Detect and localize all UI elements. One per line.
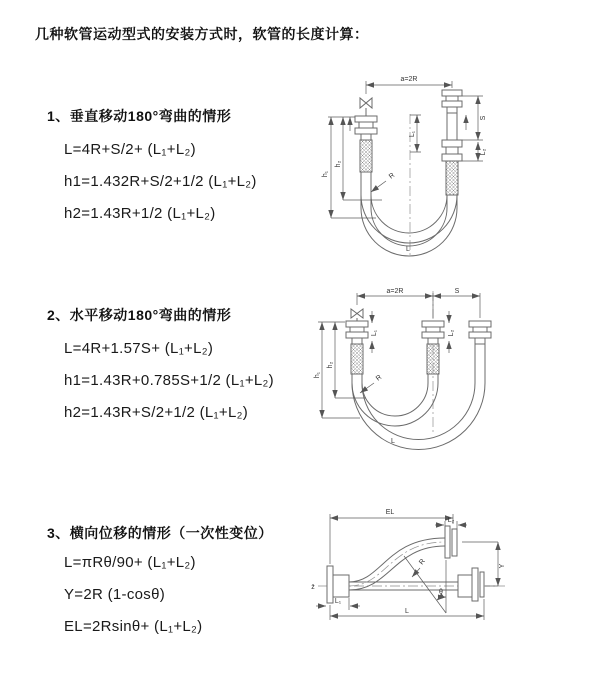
dim-label-a2r: a=2R (400, 76, 418, 83)
valve-icon (351, 309, 363, 321)
section-2 (47, 305, 274, 422)
dim-label-s: S (480, 115, 487, 121)
formula-length: L=πRθ/90+ (L₁+L₂) (64, 554, 196, 571)
dim-label-el: EL (385, 509, 395, 516)
middle-flange-fitting (422, 321, 444, 374)
dim-label-l2: L₂ (447, 517, 455, 524)
dim-a2r (357, 288, 480, 318)
section-1-formulas (47, 141, 257, 223)
dim-label-s: S (454, 288, 460, 295)
diagram-vertical-180-bend (310, 68, 600, 263)
left-flange-fitting (355, 116, 377, 172)
section-3-formulas (47, 554, 273, 636)
dim-l1 (316, 598, 360, 610)
dim-label-a2r: a=2R (386, 288, 404, 295)
diagram-lateral-displacement (300, 498, 600, 653)
radius-callout (412, 558, 427, 577)
braid-section (427, 344, 439, 374)
braid-section (360, 140, 372, 172)
page-title: 几种软管运动型式的安装方式时，软管的长度计算： (35, 26, 369, 42)
right-flange (458, 568, 484, 601)
braid-section (446, 161, 458, 195)
formula-length: L=4R+S/2+ (L₁+L₂) (64, 141, 196, 158)
formula-h2: h2=1.43R+1/2 (L₁+L₂) (64, 205, 216, 222)
radius-callout (360, 374, 383, 393)
dim-label-h2: h₂ (327, 361, 334, 369)
braid-section (351, 344, 363, 374)
dim-label-y: Y (499, 563, 506, 569)
length-label: L (391, 438, 395, 445)
formula-h2: h2=1.43R+S/2+1/2 (L₁+L₂) (64, 404, 249, 421)
valve-icon (360, 98, 372, 116)
dim-a2r (366, 76, 452, 94)
dim-l1 (409, 115, 421, 152)
radius-callout (371, 172, 396, 192)
formula-el: EL=2Rsinθ+ (L₁+L₂) (64, 618, 203, 635)
section-2-formulas (47, 340, 274, 422)
length-label: L (406, 246, 410, 253)
dim-label-h2: h₂ (335, 160, 342, 168)
dim-label-l1: L₁ (371, 329, 378, 337)
section-2-heading: 2、水平移动180°弯曲的情形 (47, 307, 232, 323)
dim-el (330, 509, 453, 567)
dim-l2 (448, 311, 455, 353)
formula-h1: h1=1.432R+S/2+1/2 (L₁+L₂) (64, 173, 257, 190)
dim-label-h1: h₁ (314, 371, 321, 379)
formula-length: L=4R+1.57S+ (L₁+L₂) (64, 340, 214, 357)
dim-label-h1: h₁ (322, 170, 329, 178)
section-3 (47, 523, 273, 636)
angle-label: θ (439, 589, 443, 596)
hose-u-loops (361, 172, 457, 256)
dim-label-l2: L₂ (448, 329, 455, 337)
dim-l2 (462, 142, 487, 161)
dim-s (433, 288, 480, 296)
formula-y: Y=2R (1-cosθ) (64, 586, 166, 603)
hose-u-loops (352, 344, 485, 450)
dim-l2 (435, 517, 467, 529)
dim-label-l2: L₂ (480, 148, 487, 156)
upper-flange (445, 526, 457, 558)
axis-datum-label: z̄ (311, 584, 315, 591)
section-1-heading: 1、垂直移动180°弯曲的情形 (47, 108, 232, 124)
angle-construction (404, 556, 446, 613)
dim-label-length: L (405, 608, 409, 615)
radius-label: R (387, 171, 397, 181)
diagram-horizontal-180-bend (308, 283, 600, 458)
right-flange-fitting (469, 321, 491, 344)
formula-h1: h1=1.43R+0.785S+1/2 (L₁+L₂) (64, 372, 274, 389)
left-flange-fitting (346, 321, 368, 374)
dim-length (330, 599, 484, 620)
section-3-heading: 3、横向位移的情形（一次性变位） (47, 525, 273, 541)
radius-label: R (374, 373, 384, 383)
dim-l1 (371, 311, 378, 353)
radius-label: R (418, 557, 427, 567)
dim-label-l1: L₁ (334, 598, 342, 605)
dim-label-l1: L₁ (409, 130, 416, 138)
right-flange-fitting (442, 90, 462, 195)
section-1 (47, 106, 257, 223)
